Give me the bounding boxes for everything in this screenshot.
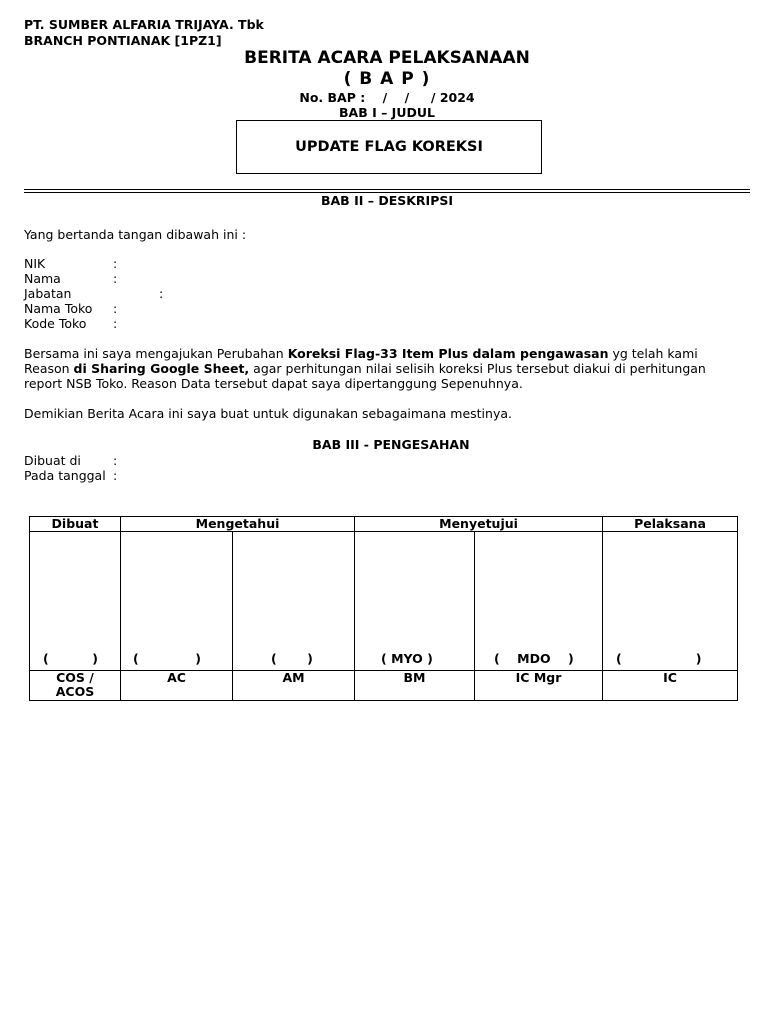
pada-tanggal-label: Pada tanggal bbox=[24, 468, 106, 483]
field-colon: : bbox=[159, 286, 164, 301]
intro-text: Yang bertanda tangan dibawah ini : bbox=[24, 227, 247, 242]
signature-placeholder: ( ) bbox=[133, 651, 201, 666]
role-cell: COS / ACOS bbox=[30, 671, 121, 701]
text-run: agar perhitungan nilai selisih koreksi Plus tersebut diakui di perhitungan bbox=[249, 361, 706, 376]
paragraph-line bbox=[24, 346, 706, 361]
header-dibuat: Dibuat bbox=[30, 517, 121, 532]
text-run-bold: Koreksi Flag-33 Item Plus dalam pengawasan bbox=[287, 346, 609, 361]
branch-name: BRANCH PONTIANAK [1PZ1] bbox=[24, 33, 222, 48]
signature-cell bbox=[355, 532, 475, 671]
signature-placeholder: ( MYO ) bbox=[381, 651, 433, 666]
bab3-heading: BAB III - PENGESAHAN bbox=[312, 437, 470, 452]
text-run: yg telah kami bbox=[608, 346, 698, 361]
text-run: Reason bbox=[24, 361, 74, 376]
field-label-nik: NIK bbox=[24, 256, 46, 271]
field-label-jabatan: Jabatan bbox=[24, 286, 72, 301]
role-cell: BM bbox=[355, 671, 475, 701]
text-run: Bersama ini saya mengajukan Perubahan bbox=[24, 346, 288, 361]
subject-box: UPDATE FLAG KOREKSI bbox=[236, 120, 542, 174]
field-label-nama-toko: Nama Toko bbox=[24, 301, 93, 316]
closing-paragraph: Demikian Berita Acara ini saya buat untuk digunakan sebagaimana mestinya. bbox=[24, 406, 512, 421]
bab2-heading: BAB II – DESKRIPSI bbox=[320, 193, 454, 208]
header-pelaksana: Pelaksana bbox=[603, 517, 738, 532]
divider-line bbox=[24, 189, 750, 190]
description-paragraph bbox=[24, 346, 706, 391]
role-row bbox=[30, 671, 738, 701]
header-mengetahui: Mengetahui bbox=[121, 517, 355, 532]
signature-cell bbox=[121, 532, 233, 671]
document-title: BERITA ACARA PELAKSANAAN bbox=[244, 48, 530, 68]
paragraph-line bbox=[24, 361, 706, 376]
text-run-bold: di Sharing Google Sheet, bbox=[73, 361, 250, 376]
bab1-heading: BAB I – JUDUL bbox=[339, 105, 435, 120]
field-colon: : bbox=[113, 468, 118, 483]
field-colon: : bbox=[113, 271, 118, 286]
header-menyetujui: Menyetujui bbox=[355, 517, 603, 532]
field-colon: : bbox=[113, 453, 118, 468]
table-header-row bbox=[30, 517, 738, 532]
signature-placeholder: ( ) bbox=[43, 651, 98, 666]
paragraph-line: report NSB Toko. Reason Data tersebut dapat saya dipertanggung Sepenuhnya. bbox=[24, 376, 523, 391]
field-colon: : bbox=[113, 301, 118, 316]
role-cell: IC Mgr bbox=[475, 671, 603, 701]
signature-row bbox=[30, 532, 738, 671]
role-cell: IC bbox=[603, 671, 738, 701]
role-cell: AM bbox=[233, 671, 355, 701]
signature-placeholder: ( ) bbox=[271, 651, 313, 666]
field-label-nama: Nama bbox=[24, 271, 61, 286]
signature-table bbox=[29, 516, 738, 701]
signature-placeholder: ( MDO ) bbox=[494, 651, 574, 666]
signature-cell bbox=[233, 532, 355, 671]
company-name: PT. SUMBER ALFARIA TRIJAYA. Tbk bbox=[24, 17, 264, 32]
role-cell: AC bbox=[121, 671, 233, 701]
dibuat-di-label: Dibuat di bbox=[24, 453, 81, 468]
signature-cell bbox=[603, 532, 738, 671]
signature-placeholder: ( ) bbox=[616, 651, 702, 666]
document-title-abbrev: ( B A P ) bbox=[343, 69, 431, 89]
company-header bbox=[24, 17, 264, 49]
field-colon: : bbox=[113, 256, 118, 271]
field-label-kode-toko: Kode Toko bbox=[24, 316, 87, 331]
signature-cell bbox=[475, 532, 603, 671]
bap-number: No. BAP : / / / 2024 bbox=[299, 90, 475, 105]
field-colon: : bbox=[113, 316, 118, 331]
signature-cell bbox=[30, 532, 121, 671]
